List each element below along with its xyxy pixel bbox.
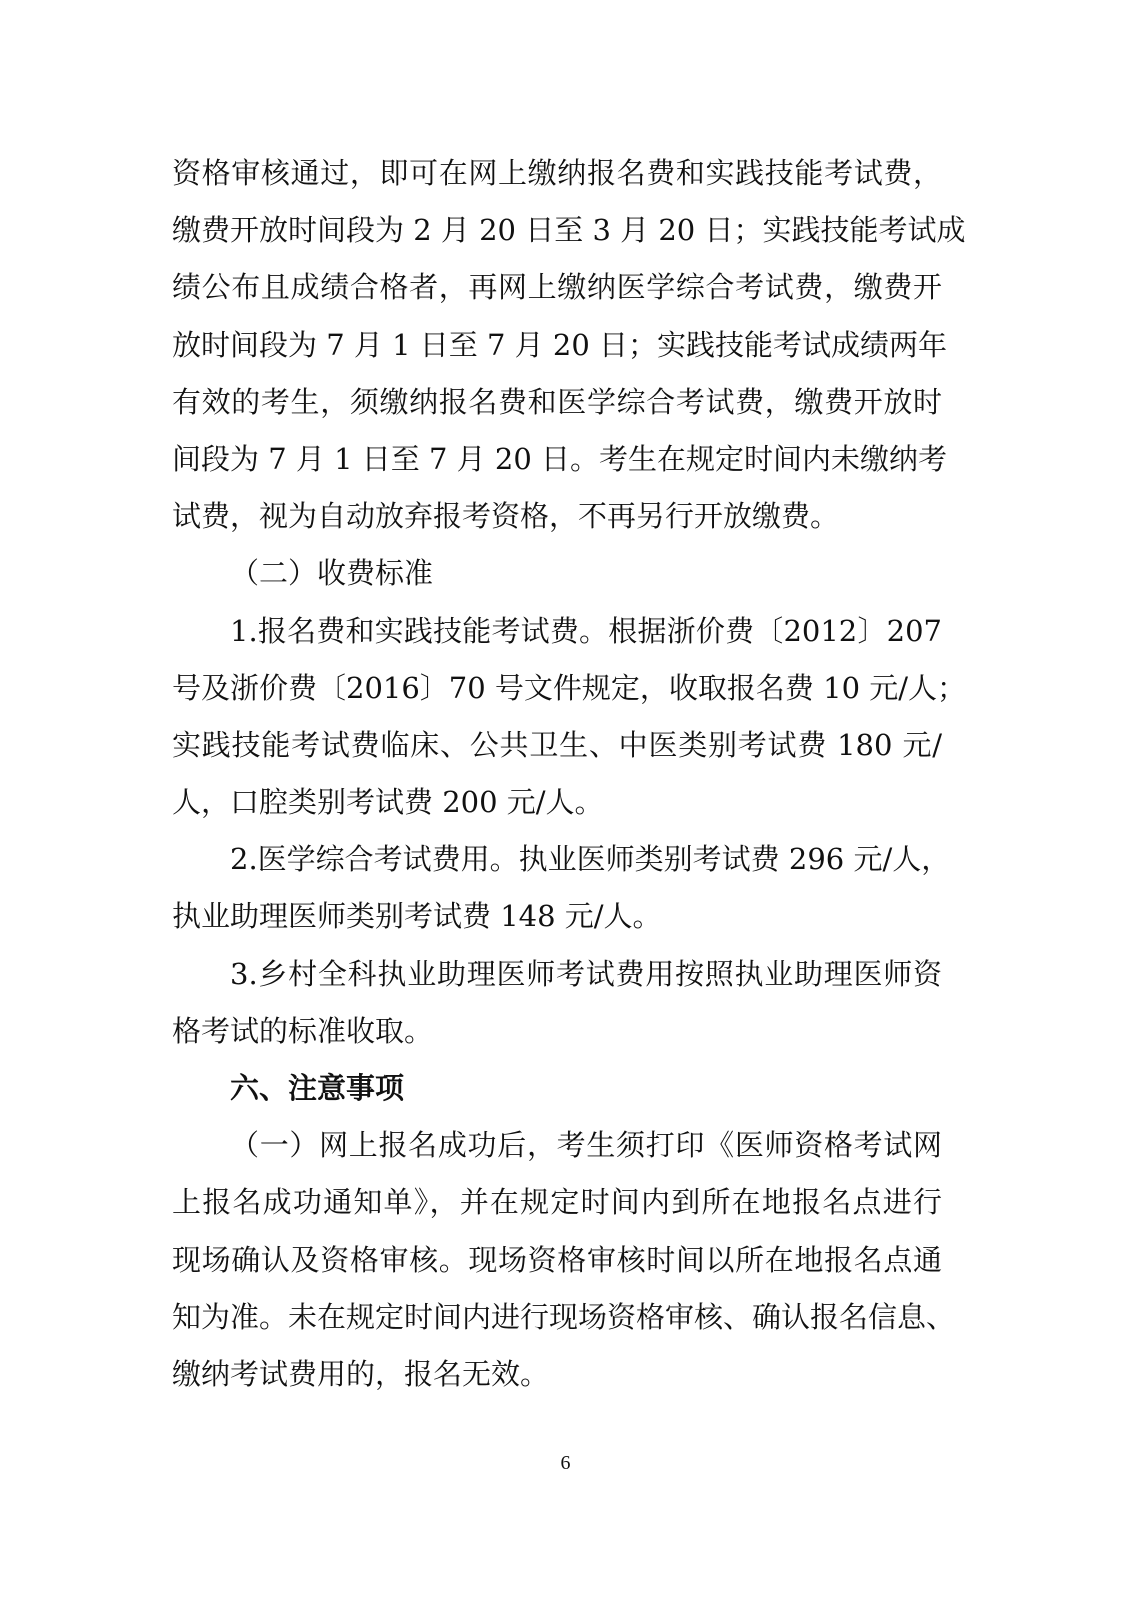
text-line: 2.医学综合考试费用。执业医师类别考试费 296 元/人，: [230, 842, 951, 877]
text-line: 缴费开放时间段为 2 月 20 日至 3 月 20 日；实践技能考试成: [172, 213, 966, 248]
text-line: 1.报名费和实践技能考试费。根据浙价费〔2012〕207: [230, 613, 942, 648]
body-text: [172, 145, 967, 1403]
text-line: （二）收费标准: [230, 556, 434, 591]
text-line: （一）网上报名成功后，考生须打印《医师资格考试网: [230, 1128, 942, 1163]
section-heading: 六、注意事项: [230, 1071, 405, 1105]
text-line: 实践技能考试费临床、公共卫生、中医类别考试费 180 元/: [172, 727, 942, 762]
text-line: 3.乡村全科执业助理医师考试费用按照执业助理医师资: [230, 956, 942, 991]
text-line: 资格审核通过，即可在网上缴纳报名费和实践技能考试费，: [172, 156, 942, 190]
text-line: 绩公布且成绩合格者，再网上缴纳医学综合考试费，缴费开: [172, 270, 942, 305]
text-line: 人，口腔类别考试费 200 元/人。: [172, 785, 604, 820]
text-line: 缴纳考试费用的，报名无效。: [172, 1356, 550, 1391]
text-line: 号及浙价费〔2016〕70 号文件规定，收取报名费 10 元/人；: [172, 670, 967, 705]
text-line: 试费，视为自动放弃报考资格，不再另行开放缴费。: [172, 499, 840, 534]
text-line: 知为准。未在规定时间内进行现场资格审核、确认报名信息、: [172, 1299, 956, 1334]
text-line: 格考试的标准收取。: [172, 1013, 434, 1048]
page-number: 6: [560, 1452, 571, 1474]
text-line: 有效的考生，须缴纳报名费和医学综合考试费，缴费开放时: [172, 384, 942, 419]
text-line: 现场确认及资格审核。现场资格审核时间以所在地报名点通: [172, 1242, 942, 1277]
text-line: 间段为 7 月 1 日至 7 月 20 日。考生在规定时间内未缴纳考: [172, 441, 948, 476]
text-line: 执业助理医师类别考试费 148 元/人。: [172, 899, 662, 934]
text-line: 放时间段为 7 月 1 日至 7 月 20 日；实践技能考试成绩两年: [172, 327, 948, 362]
text-line: 上报名成功通知单》，并在规定时间内到所在地报名点进行: [172, 1185, 942, 1220]
